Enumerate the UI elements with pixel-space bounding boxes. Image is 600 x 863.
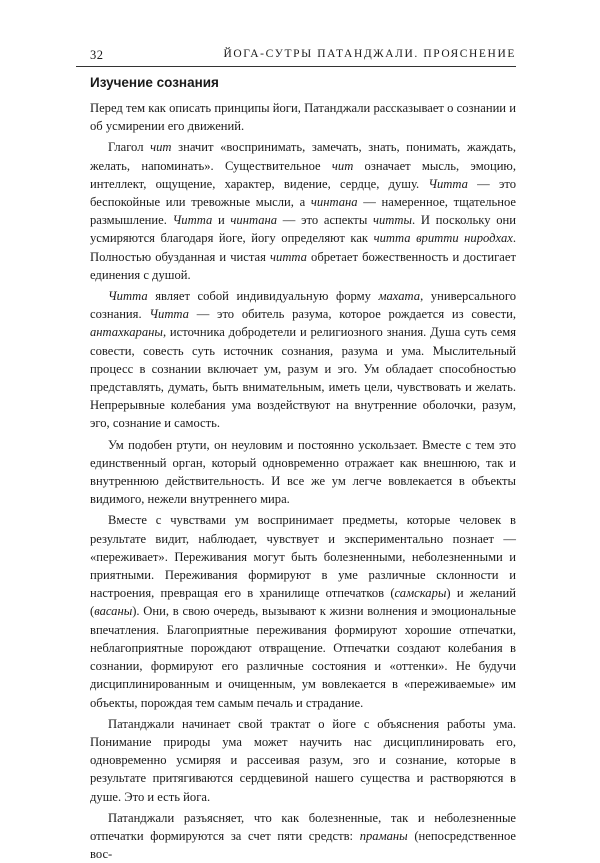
- text-run: означает мысль, эмоцию, интеллект, ощущение, характер, видение, сердце, душу.: [90, 158, 516, 191]
- section-heading: Изучение сознания: [90, 75, 219, 90]
- text-run: значит «воспринимать, замечать, знать, понимать, жаждать, желать, напоминать». Существительное: [90, 140, 517, 173]
- italic-term: Читта: [108, 289, 148, 304]
- text-run: — это обитель разума, которое рождается из совести,: [188, 307, 516, 322]
- paragraph: [90, 511, 516, 711]
- page-header: [76, 44, 516, 64]
- text-run: обретает божественность и достигает единения с душой.: [90, 249, 516, 282]
- italic-term: читта вритти ниродхах: [373, 231, 513, 246]
- header-rule: [76, 66, 516, 67]
- italic-term: Читта: [149, 307, 189, 322]
- italic-term: читты: [373, 213, 413, 228]
- text-run: . И поскольку они усмиряются благодаря йоге, йогу определяют как: [90, 213, 517, 246]
- text-run: и: [212, 213, 231, 228]
- italic-term: махата: [378, 289, 421, 304]
- italic-term: чит: [331, 158, 354, 173]
- italic-term: чинтана: [310, 195, 358, 210]
- text-run: Вместе с чувствами ум воспринимает предметы, которые человек в результате видит, наблюдает, чувствует и экспериментально познает — «переживает». Переживания могут быть болезненными, неболезненными и приятными. Переживания формируют в уме различные склонности и настроения, превращая его в хранилище отпечатков (: [90, 513, 516, 601]
- text-run: Перед тем как описать принципы йоги, Патанджали рассказывает о сознании и об усмирении его движений.: [90, 101, 516, 134]
- italic-term: самскары: [394, 586, 447, 601]
- italic-term: читта: [270, 249, 307, 264]
- italic-term: чит: [150, 140, 172, 155]
- running-title: ЙОГА-СУТРЫ ПАТАНДЖАЛИ. ПРОЯСНЕНИЕ: [223, 48, 516, 60]
- page-number: 32: [90, 48, 104, 62]
- text-run: Ум подобен ртути, он неуловим и постоянно ускользает. Вместе с тем это единственный орган, который одновременно отражает как внешнюю, так и внутреннюю действительность. И все же ум легче вовлекается в объекты видимого, нежели внутреннего мира.: [90, 437, 516, 507]
- italic-term: васаны: [94, 604, 133, 619]
- italic-term: Читта: [428, 176, 468, 191]
- italic-term: Читта: [172, 213, 213, 228]
- italic-term: чинтана: [230, 213, 278, 228]
- text-run: (непосредственное вос-: [90, 828, 516, 862]
- text-run: , источника добродетели и религиозного знания. Душа суть семя совести, совесть суть источник сознания, разума и ума. Мыслительный процесс в сознании включает ум, разум и эго. Ум обладает способностью представлять, думать, быть внимательным, иметь цели, чувствовать и желать. Непрерывные колебания ума воздействуют на внутренние оболочки, разум, эго, сознание и самость.: [90, 325, 516, 431]
- paragraph: [90, 287, 516, 433]
- paragraph: [90, 715, 516, 806]
- text-run: ) и желаний (: [90, 586, 516, 619]
- paragraph: [90, 436, 516, 509]
- body-text: [90, 99, 516, 863]
- paragraph: [90, 809, 516, 863]
- text-run: — намеренное, тщательное размышление.: [90, 195, 516, 228]
- italic-term: антахкараны: [90, 325, 163, 340]
- text-run: Глагол: [108, 140, 151, 155]
- text-run: являет собой индивидуальную форму: [147, 289, 379, 304]
- italic-term: праманы: [359, 828, 408, 843]
- text-run: , универсального сознания.: [90, 289, 516, 322]
- paragraph: [90, 138, 516, 284]
- text-run: . Полностью обузданная и чистая: [90, 231, 516, 264]
- paragraph: [90, 99, 516, 135]
- text-run: ). Они, в свою очередь, вызывают к жизни волнения и эмоциональные впечатления. Благоприятные переживания формируют хорошие отпечатки, неблагоприятные порождают отвращение. Отпечатки создают колебания в сознании, формируют его различные состояния и «оттенки». Не будучи дисциплинированным и очищенным, ум вовлекается в «переживаемые» им объекты, порождая тем самым печаль и страдание.: [90, 604, 516, 710]
- text-run: Патанджали начинает свой трактат о йоге с объяснения работы ума. Понимание природы ума может научить нас дисциплинировать его, одновременно усмиряя и рассеивая разум, эго и сознание, которые в результате притягиваются сердцевиной нашего существа и растворяются в душе. Это и есть йога.: [90, 716, 516, 804]
- text-run: — это аспекты: [277, 213, 373, 228]
- text-run: Патанджали разъясняет, что как болезненные, так и неболезненные отпечатки формируются за счет пяти средств:: [90, 810, 516, 843]
- text-run: — это беспокойные или тревожные мысли, а: [90, 176, 516, 210]
